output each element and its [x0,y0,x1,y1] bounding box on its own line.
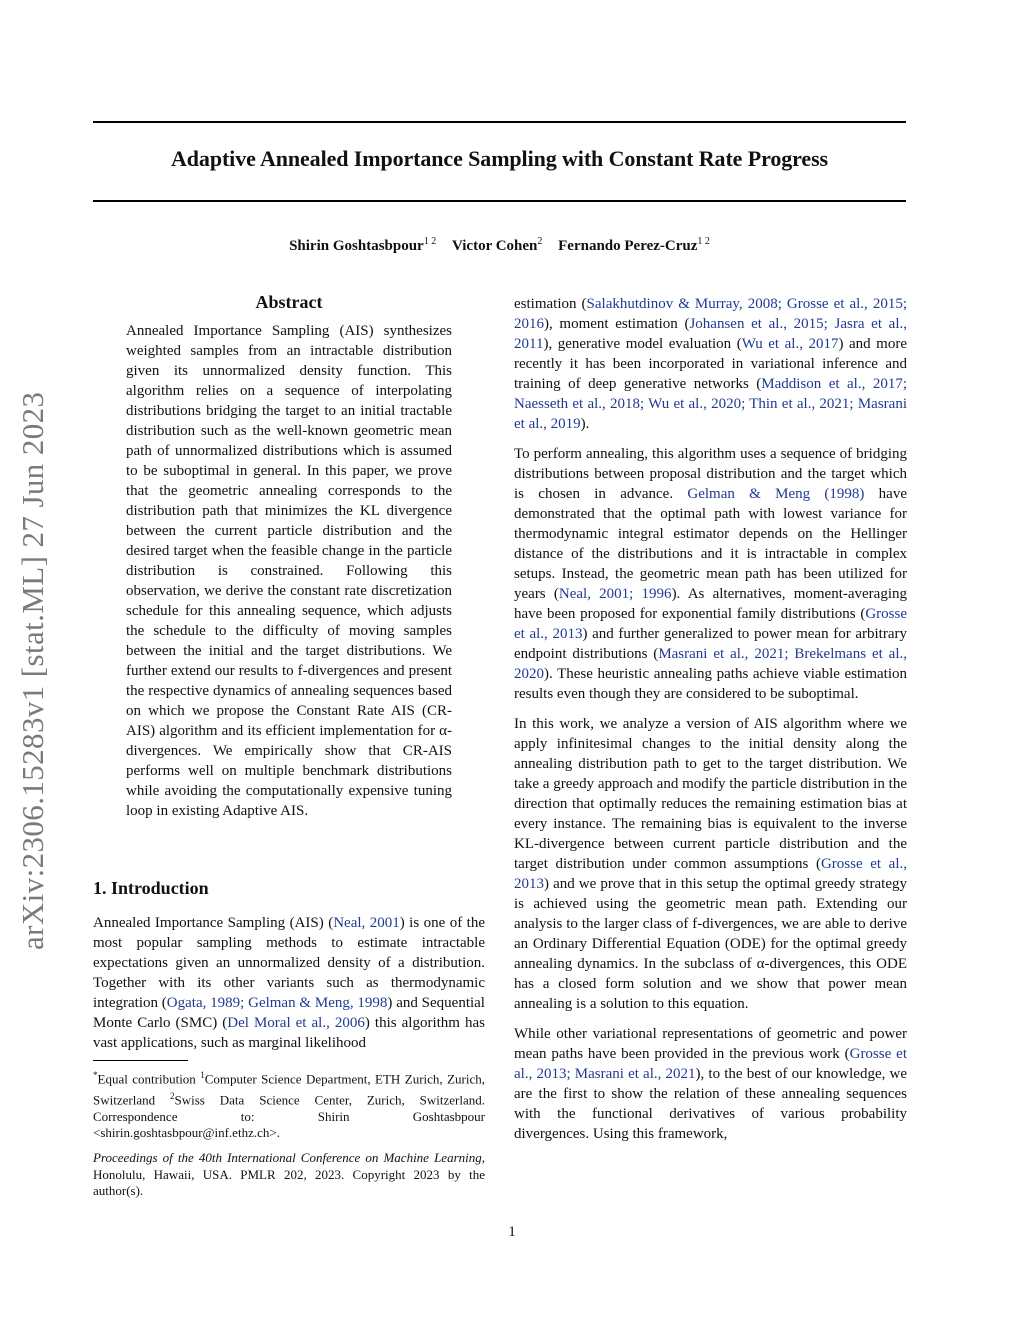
citation-link[interactable]: Grosse et al., 2013 [514,856,908,892]
paper-title: Adaptive Annealed Importance Sampling with Constant Rate Progress [171,146,828,171]
citation-link[interactable]: Grosse et al., 2013 [514,606,907,642]
citation-link[interactable]: Maddison et al., 2017; Naesseth et al., 2018; Wu et al., 2020; Thin et al., 2021; Masrani et al., 2019 [514,376,907,432]
arxiv-stamp: arXiv:2306.15283v1 [stat.ML] 27 Jun 2023 [15,391,50,950]
title-top-rule [93,121,906,123]
footnote: *Equal contribution $^1$Computer Science Department, ETH Zurich, Zurich, Switzerland $^2$Swiss Data Science Center, Zurich, Switzerland. Correspondence to: Shirin Goshtasbpour <shirin.goshtasbpour@inf.ethz.ch>. [93,1070,486,1141]
citation-link[interactable]: Masrani et al., 2021; Brekelmans et al., 2020 [514,646,907,682]
citation-link[interactable]: Salakhutdinov & Murray, 2008; Grosse et al., 2015; 2016 [514,296,907,332]
page-number: 1 [508,1224,516,1240]
paragraph: To perform annealing, this algorithm uses a sequence of bridging distributions between proposal distribution and the target which is chosen in advance. Gelman & Meng (1998) have demonstrated that the optimal path with lowest variance for thermodynamic integral estimator depends on the Hellinger distance of the distributions and it is intractable in complex setups. Instead, the geometric mean path has been utilized for years (Neal, 2001; 1996). As alternatives, moment-averaging have been proposed for exponential family distributions (Grosse et al., 2013) and further generalized to power mean for arbitrary endpoint distributions (Masrani et al., 2021; Brekelmans et al., 2020). These heuristic annealing paths achieve viable estimation results even though they are considered to be suboptimal. [514,446,907,702]
citation-link[interactable]: Gelman & Meng (1998) [687,486,865,502]
citation-link[interactable]: Neal, 2001 [333,915,400,931]
author-list [93,236,906,255]
paragraph: estimation (Salakhutdinov & Murray, 2008; Grosse et al., 2015; 2016), moment estimation (Johansen et al., 2015; Jasra et al., 2011), generative model evaluation (Wu et al., 2017) and more recently it has been incorporated in variational inference and training of deep generative networks (Maddison et al., 2017; Naesseth et al., 2018; Wu et al., 2020; Thin et al., 2021; Masrani et al., 2019). [514,296,908,432]
right-column [514,294,907,1154]
citation-link[interactable]: Grosse et al., 2013; Masrani et al., 2021 [514,1046,907,1082]
abstract-heading: Abstract [255,292,323,312]
paragraph: In this work, we analyze a version of AIS algorithm where we apply infinitesimal changes to the initial density along the annealing distribution path to get to the target distribution. We take a greedy approach and modify the particle distribution in the direction that optimally reduces the remaining estimation bias at every instance. The remaining bias is equivalent to the inverse KL-divergence between current particle distribution and the target distribution under common assumptions (Grosse et al., 2013) and we prove that in this setup the optimal greedy strategy is achieved using the geometric mean path. Extending our analysis to the larger class of f-divergences, we are able to derive an Ordinary Differential Equation (ODE) for the optimal greedy annealing dynamics. In the subclass of α-divergences, this ODE has a closed form solution and we show that power mean annealing is a solution to this equation. [514,716,908,1012]
paragraph: While other variational representations of geometric and power mean paths have been provided in the previous work (Grosse et al., 2013; Masrani et al., 2021), to the best of our knowledge, we are the first to show the relation of these annealing sequences with the functional derivatives of various probability divergences. Using this framework, [514,1026,907,1142]
section-heading: 1. Introduction [93,878,209,898]
footnote-rule [93,1060,188,1061]
title-bottom-rule [93,200,906,202]
author: Victor Cohen$^2$ [451,236,543,254]
citation-link[interactable]: Ogata, 1989; Gelman & Meng, 1998 [166,995,388,1011]
citation-link[interactable]: Neal, 2001; 1996 [558,586,672,602]
citation-link[interactable]: Del Moral et al., 2006 [227,1015,365,1031]
citation-link[interactable]: Wu et al., 2017 [741,336,839,352]
proceedings-note: Proceedings of the 40th International Conference on Machine Learning, Honolulu, Hawaii, USA. PMLR 202, 2023. Copyright 2023 by the author(s). [93,1150,485,1198]
author: Fernando Perez-Cruz$^{1 2}$ [558,236,710,254]
abstract-text: Annealed Importance Sampling (AIS) synthesizes weighted samples from an intractable distribution given its unnormalized density function. This algorithm relies on a sequence of interpolating distributions bridging the target to an initial tractable distribution such as the well-known geometric mean path of unnormalized distributions which is assumed to be suboptimal in general. In this paper, we prove that the geometric annealing corresponds to the distribution path that minimizes the KL divergence between the current particle distribution and the desired target when the feasible change in the particle distribution is constrained. Following this observation, we derive the constant rate discretization schedule for this annealing sequence, which adjusts the schedule to the difficulty of moving samples between the initial and the target distributions. We further extend our results to f-divergences and present the respective dynamics of annealing sequences based on which we propose the Constant Rate AIS (CR-AIS) algorithm and its efficient implementation for α-divergences. We empirically show that CR-AIS performs well on multiple benchmark distributions while avoiding the computationally expensive tuning loop in existing Adaptive AIS. [126,323,452,819]
author: Shirin Goshtasbpour$^{1 2}$ [289,236,437,254]
citation-link[interactable]: Johansen et al., 2015; Jasra et al., 2011 [514,316,908,352]
intro-paragraph: Annealed Importance Sampling (AIS) (Neal, 2001) is one of the most popular sampling methods to estimate intractable expectations given an unnormalized density of a distribution. Together with its other variants such as thermodynamic integration (Ogata, 1989; Gelman & Meng, 1998) and Sequential Monte Carlo (SMC) (Del Moral et al., 2006) this algorithm has vast applications, such as marginal likelihood [93,915,485,1051]
